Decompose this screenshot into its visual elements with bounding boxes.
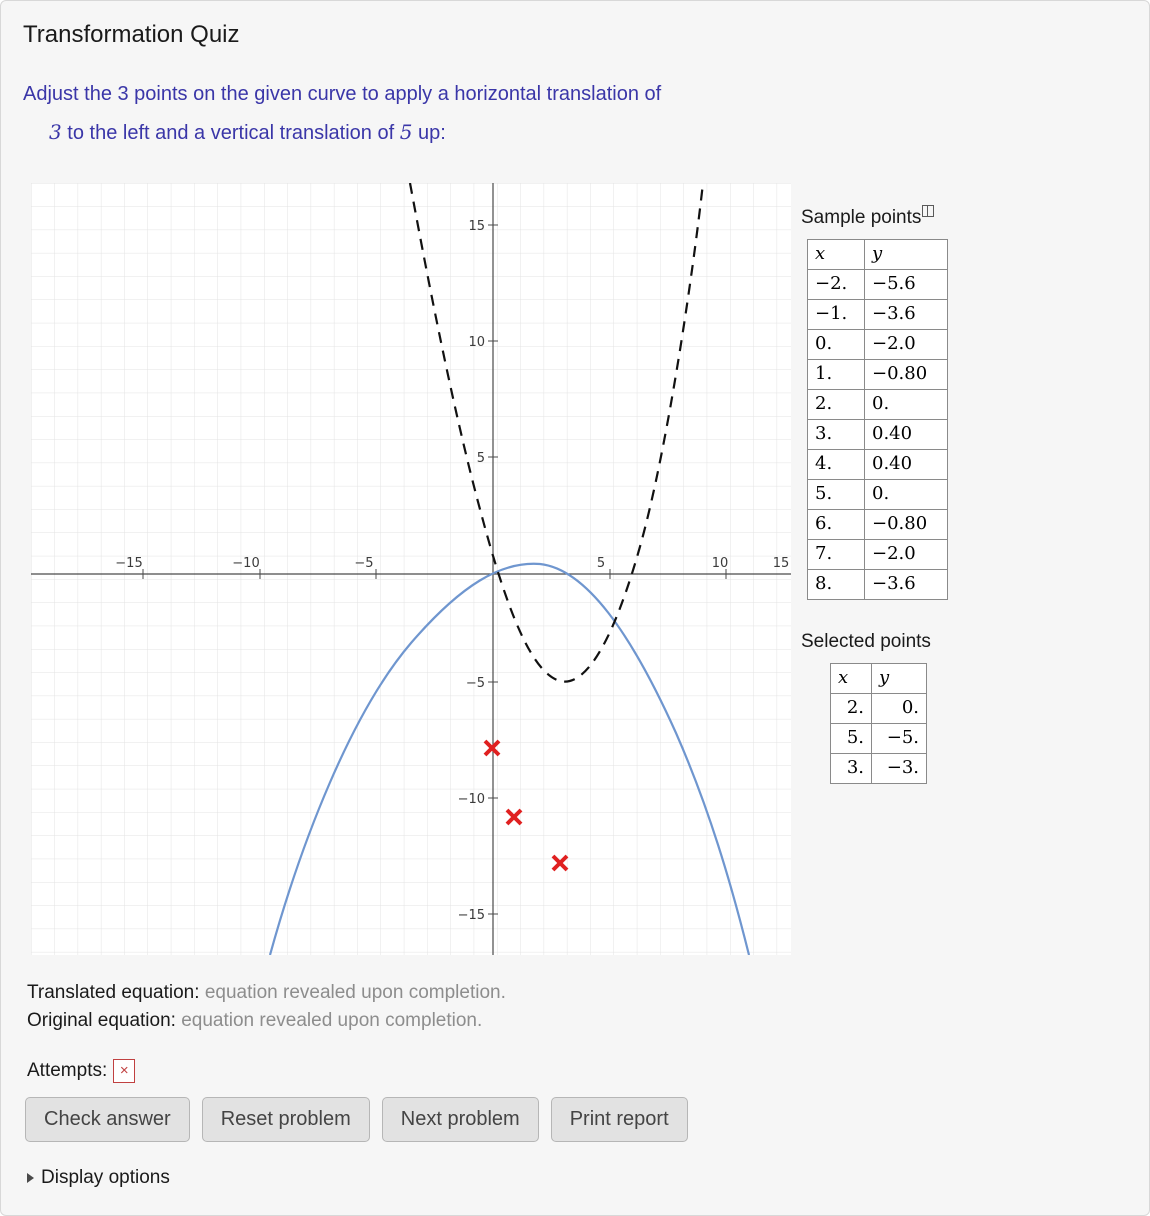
- table-row: [831, 754, 927, 784]
- cell-x: 6.: [808, 510, 865, 540]
- graph-gridlines: [31, 183, 791, 955]
- cell-x: 1.: [808, 360, 865, 390]
- cell-x: 0.: [808, 330, 865, 360]
- table-row: [808, 450, 948, 480]
- table-row: [808, 390, 948, 420]
- svg-text:15: 15: [772, 556, 790, 571]
- original-equation-row: [27, 1007, 506, 1035]
- table-row: [808, 420, 948, 450]
- svg-text:15: 15: [468, 219, 485, 234]
- prompt-line-2-end: up:: [418, 122, 446, 144]
- prompt-horizontal-shift: 3: [49, 120, 62, 144]
- cell-x: 3.: [831, 754, 872, 784]
- problem-prompt: [23, 75, 823, 152]
- svg-text:5: 5: [596, 556, 606, 571]
- graph-canvas[interactable]: [31, 183, 791, 955]
- cell-y: 0.40: [865, 450, 948, 480]
- table-row: [808, 360, 948, 390]
- display-options-label: Display options: [41, 1167, 170, 1188]
- cell-y: −2.0: [865, 540, 948, 570]
- page-title: Transformation Quiz: [23, 21, 240, 48]
- table-expand-icon[interactable]: [922, 205, 934, 217]
- column-header-y: y: [872, 664, 927, 694]
- cell-y: 0.: [865, 480, 948, 510]
- cell-y: −2.0: [865, 330, 948, 360]
- cell-x: −2.: [808, 270, 865, 300]
- cell-y: −3.6: [865, 570, 948, 600]
- selected-points-label: Selected points: [801, 631, 931, 652]
- attempts-row: [27, 1059, 135, 1083]
- cell-x: 3.: [808, 420, 865, 450]
- cell-x: −1.: [808, 300, 865, 330]
- attempts-label: Attempts:: [27, 1060, 108, 1082]
- check-answer-button[interactable]: Check answer: [25, 1097, 190, 1142]
- table-row: [808, 510, 948, 540]
- graph-svg[interactable]: [31, 183, 791, 955]
- selected-points-table: [830, 663, 927, 784]
- table-row: [808, 300, 948, 330]
- translated-equation-row: [27, 979, 506, 1007]
- svg-text:−10: −10: [232, 556, 260, 571]
- table-header-row: [808, 240, 948, 270]
- cell-y: 0.40: [865, 420, 948, 450]
- svg-text:−10: −10: [457, 792, 485, 807]
- sample-points-table: [807, 239, 948, 600]
- prompt-line-2-mid: to the left and a vertical translation of: [67, 122, 395, 144]
- translated-equation-value: equation revealed upon completion.: [204, 982, 506, 1003]
- equations-block: [27, 979, 506, 1035]
- cell-y: −3.: [872, 754, 927, 784]
- svg-text:−15: −15: [457, 908, 485, 923]
- sample-points-label: [801, 207, 934, 229]
- table-row: [808, 570, 948, 600]
- svg-text:−5: −5: [354, 556, 374, 571]
- table-row: [808, 540, 948, 570]
- attempt-failed-badge: ×: [113, 1059, 135, 1083]
- table-row: [831, 694, 927, 724]
- svg-text:−15: −15: [115, 556, 143, 571]
- cell-x: 7.: [808, 540, 865, 570]
- cell-y: 0.: [865, 390, 948, 420]
- table-row: [808, 330, 948, 360]
- column-header-x: x: [808, 240, 865, 270]
- table-header-row: [831, 664, 927, 694]
- cell-x: 8.: [808, 570, 865, 600]
- prompt-line-1: Adjust the 3 points on the given curve to apply a horizontal translation of: [23, 83, 662, 105]
- cell-y: −0.80: [865, 510, 948, 540]
- table-row: [831, 724, 927, 754]
- table-row: [808, 270, 948, 300]
- svg-text:10: 10: [468, 335, 485, 350]
- chevron-right-icon: [27, 1173, 34, 1183]
- table-row: [808, 480, 948, 510]
- reset-problem-button[interactable]: Reset problem: [202, 1097, 370, 1142]
- sample-points-label-text: Sample points: [801, 207, 922, 228]
- cell-x: 4.: [808, 450, 865, 480]
- cell-y: −5.6: [865, 270, 948, 300]
- print-report-button[interactable]: Print report: [551, 1097, 688, 1142]
- translated-equation-label: Translated equation:: [27, 982, 200, 1003]
- cell-x: 5.: [831, 724, 872, 754]
- cell-y: 0.: [872, 694, 927, 724]
- cell-x: 2.: [808, 390, 865, 420]
- cell-x: 2.: [831, 694, 872, 724]
- column-header-y: y: [865, 240, 948, 270]
- original-equation-value: equation revealed upon completion.: [181, 1010, 483, 1031]
- cell-y: −3.6: [865, 300, 948, 330]
- cell-y: −5.: [872, 724, 927, 754]
- svg-text:5: 5: [476, 451, 485, 466]
- svg-text:−5: −5: [465, 676, 485, 691]
- cell-y: −0.80: [865, 360, 948, 390]
- cell-x: 5.: [808, 480, 865, 510]
- prompt-vertical-shift: 5: [399, 120, 413, 144]
- display-options-toggle[interactable]: [27, 1167, 170, 1189]
- svg-text:10: 10: [711, 556, 729, 571]
- action-buttons: [25, 1097, 688, 1142]
- original-equation-label: Original equation:: [27, 1010, 176, 1031]
- column-header-x: x: [831, 664, 872, 694]
- next-problem-button[interactable]: Next problem: [382, 1097, 539, 1142]
